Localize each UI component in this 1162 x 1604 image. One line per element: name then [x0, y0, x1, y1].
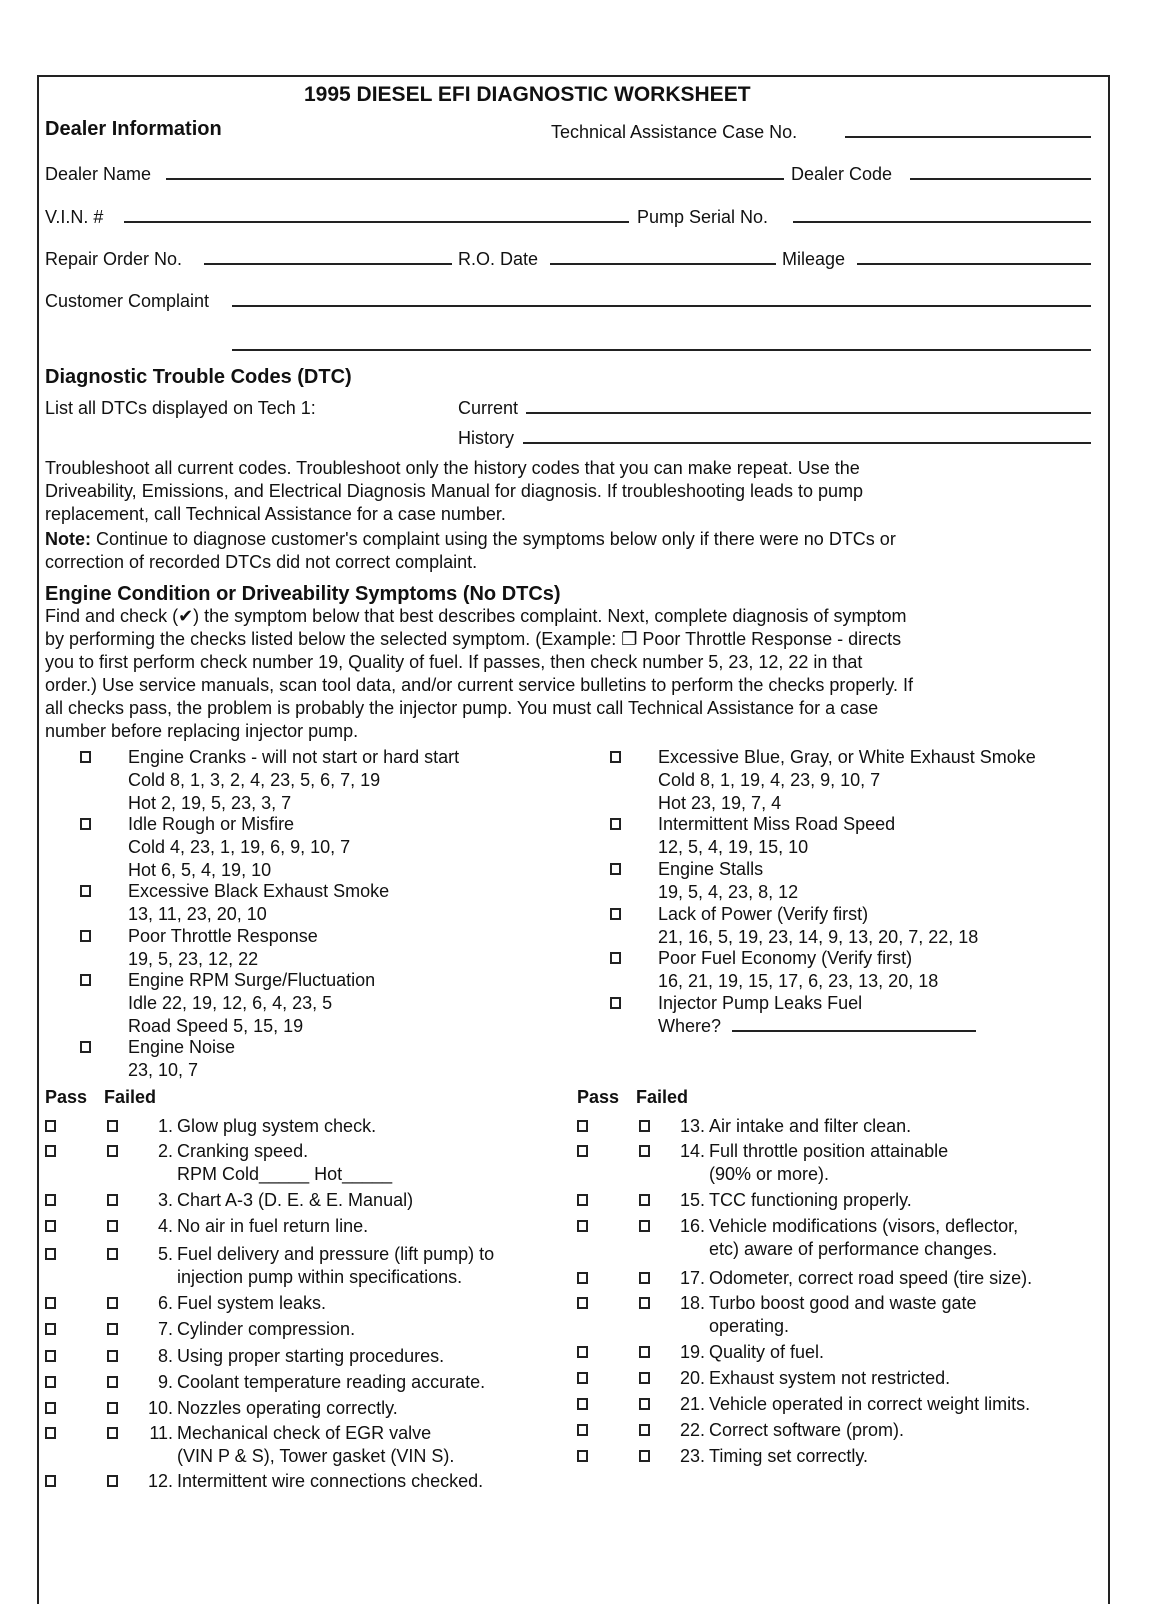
check-text: Nozzles operating correctly.	[177, 1398, 398, 1418]
symptom-check-sequence: Cold 8, 1, 3, 2, 4, 23, 5, 6, 7, 19	[128, 770, 381, 790]
check-text: Cylinder compression.	[177, 1319, 356, 1339]
pass-checkbox[interactable]	[45, 1120, 56, 1132]
note-label: Note:	[45, 529, 91, 549]
symptom-label: Engine Noise	[128, 1037, 236, 1057]
checkbox[interactable]	[80, 930, 91, 942]
symptom-label: Engine Stalls	[658, 859, 764, 879]
failed-checkbox[interactable]	[639, 1346, 650, 1358]
check-item	[45, 1243, 565, 1287]
symptom-label: Engine RPM Surge/Fluctuation	[128, 970, 376, 990]
check-item	[577, 1419, 1097, 1442]
check-number: 16.	[679, 1216, 705, 1236]
pass-checkbox[interactable]	[577, 1424, 588, 1436]
pass-checkbox[interactable]	[577, 1346, 588, 1358]
checkbox[interactable]	[610, 952, 621, 964]
check-item	[577, 1445, 1097, 1468]
failed-checkbox[interactable]	[107, 1427, 118, 1439]
failed-checkbox[interactable]	[639, 1145, 650, 1157]
failed-checkbox[interactable]	[107, 1194, 118, 1206]
pass-checkbox[interactable]	[45, 1297, 56, 1309]
checkbox[interactable]	[80, 751, 91, 763]
symptom-label: Poor Throttle Response	[128, 926, 318, 946]
mileage-field[interactable]	[857, 263, 1091, 265]
check-number: 8.	[157, 1346, 173, 1366]
dtc-history-field[interactable]	[523, 442, 1091, 444]
dealer-info-heading: Dealer Information	[45, 118, 222, 140]
symptom-label: Excessive Black Exhaust Smoke	[128, 881, 390, 901]
pass-header-left: Pass	[45, 1087, 88, 1107]
check-number: 21.	[679, 1394, 705, 1414]
check-text: Coolant temperature reading accurate.	[177, 1372, 486, 1392]
check-item	[45, 1215, 565, 1238]
vin-field[interactable]	[124, 221, 629, 223]
dtc-heading: Diagnostic Trouble Codes (DTC)	[45, 366, 352, 388]
check-item	[577, 1367, 1097, 1390]
checkbox[interactable]	[80, 1041, 91, 1053]
symptom-label: Idle Rough or Misfire	[128, 814, 295, 834]
check-item	[577, 1267, 1097, 1290]
check-item	[577, 1215, 1097, 1259]
check-text-continued: injection pump within specifications.	[177, 1267, 463, 1287]
check-number: 19.	[679, 1342, 705, 1362]
customer-complaint-field[interactable]	[232, 305, 1091, 307]
pass-checkbox[interactable]	[45, 1350, 56, 1362]
symptom-check-sequence: 21, 16, 5, 19, 23, 14, 9, 13, 20, 7, 22, 18	[658, 927, 979, 947]
failed-checkbox[interactable]	[639, 1372, 650, 1384]
dtc-current-field[interactable]	[526, 412, 1091, 414]
pass-checkbox[interactable]	[45, 1194, 56, 1206]
symptom-label: Poor Fuel Economy (Verify first)	[658, 948, 913, 968]
dtc-list-label: List all DTCs displayed on Tech 1:	[45, 398, 316, 418]
check-number: 6.	[157, 1293, 173, 1313]
symptom-check-sequence: Hot 6, 5, 4, 19, 10	[128, 860, 272, 880]
check-number: 20.	[679, 1368, 705, 1388]
check-item	[45, 1115, 565, 1138]
check-number: 1.	[157, 1116, 173, 1136]
failed-checkbox[interactable]	[639, 1272, 650, 1284]
check-text-continued: (VIN P & S), Tower gasket (VIN S).	[177, 1446, 455, 1466]
pass-checkbox[interactable]	[45, 1248, 56, 1260]
dealer-code-field[interactable]	[910, 178, 1091, 180]
check-number: 18.	[679, 1293, 705, 1313]
check-item	[577, 1393, 1097, 1416]
note-text: Continue to diagnose customer's complaint using the symptoms below only if there were no DTCs or correction of recorded DTCs did not correct complaint.	[45, 529, 896, 572]
symptoms-instructions: Find and check (✔) the symptom below that best describes complaint. Next, complete diagnosis of symptom by performing the checks listed below the selected symptom. (Example: ❐ Poor Throttle Response - directs you to first perform check number 19, Quality of fuel. If passes, then check number 5, 23, 12, 22 in that order.) Use service manuals, scan tool data, and/or current service bulletins to perform the checks properly. If all checks pass, the problem is probably the injector pump. You must call Technical Assistance for a case number before replacing injector pump.	[45, 606, 914, 741]
dtc-current-label: Current	[458, 398, 519, 418]
check-number: 5.	[157, 1244, 173, 1264]
symptom-check-sequence: 23, 10, 7	[128, 1060, 199, 1080]
dtc-note	[45, 528, 1105, 574]
check-number: 11.	[149, 1423, 173, 1443]
tac-field[interactable]	[845, 136, 1091, 138]
dealer-name-field[interactable]	[166, 178, 784, 180]
pass-checkbox[interactable]	[45, 1427, 56, 1439]
symptom-check-sequence: Cold 8, 1, 19, 4, 23, 9, 10, 7	[658, 770, 881, 790]
check-text: Exhaust system not restricted.	[709, 1368, 951, 1388]
pass-checkbox[interactable]	[577, 1272, 588, 1284]
pass-checkbox[interactable]	[577, 1372, 588, 1384]
check-text: Correct software (prom).	[709, 1420, 905, 1440]
checkbox[interactable]	[610, 863, 621, 875]
failed-checkbox[interactable]	[107, 1376, 118, 1388]
check-text: Vehicle operated in correct weight limits.	[709, 1394, 1031, 1414]
check-item	[45, 1189, 565, 1212]
pass-checkbox[interactable]	[45, 1475, 56, 1487]
leak-location-field[interactable]	[732, 1030, 976, 1032]
pass-checkbox[interactable]	[45, 1323, 56, 1335]
check-text: Air intake and filter clean.	[709, 1116, 912, 1136]
symptom-check-sequence: Cold 4, 23, 1, 19, 6, 9, 10, 7	[128, 837, 351, 857]
check-text-continued: operating.	[709, 1316, 790, 1336]
pass-checkbox[interactable]	[577, 1398, 588, 1410]
dealer-name-label: Dealer Name	[45, 164, 152, 184]
failed-checkbox[interactable]	[107, 1120, 118, 1132]
check-item	[577, 1341, 1097, 1364]
check-number: 3.	[157, 1190, 173, 1210]
symptom-label: Lack of Power (Verify first)	[658, 904, 869, 924]
symptom-label: Engine Cranks - will not start or hard start	[128, 747, 460, 767]
symptom-label: Excessive Blue, Gray, or White Exhaust Smoke	[658, 747, 1036, 767]
pump-serial-label: Pump Serial No.	[637, 207, 769, 227]
symptom-check-sequence: 19, 5, 23, 12, 22	[128, 949, 259, 969]
check-item	[45, 1318, 565, 1341]
failed-checkbox[interactable]	[107, 1402, 118, 1414]
failed-checkbox[interactable]	[107, 1248, 118, 1260]
dtc-instructions: Troubleshoot all current codes. Troubleshoot only the history codes that you can make repeat. Use the Driveability, Emissions, and Electrical Diagnosis Manual for diagnosis. If troubleshooting leads to pump replacement, call Technical Assistance for a case number.	[45, 458, 864, 524]
check-text: Turbo boost good and waste gate	[709, 1293, 977, 1313]
checkbox[interactable]	[610, 818, 621, 830]
pass-checkbox[interactable]	[577, 1120, 588, 1132]
pass-checkbox[interactable]	[45, 1376, 56, 1388]
check-text: Cranking speed.	[177, 1141, 309, 1161]
page-title: 1995 DIESEL EFI DIAGNOSTIC WORKSHEET	[304, 83, 751, 106]
vin-label: V.I.N. #	[45, 207, 104, 227]
check-text: Chart A-3 (D. E. & E. Manual)	[177, 1190, 414, 1210]
check-number: 22.	[679, 1420, 705, 1440]
check-item	[45, 1345, 565, 1368]
failed-checkbox[interactable]	[107, 1297, 118, 1309]
pass-header-right: Pass	[577, 1087, 620, 1107]
check-number: 17.	[679, 1268, 705, 1288]
symptom-check-sequence: Idle 22, 19, 12, 6, 4, 23, 5	[128, 993, 333, 1013]
failed-checkbox[interactable]	[107, 1323, 118, 1335]
check-item	[577, 1189, 1097, 1212]
repair-order-label: Repair Order No.	[45, 249, 183, 269]
symptom-label: Injector Pump Leaks Fuel	[658, 993, 863, 1013]
check-number: 2.	[157, 1141, 173, 1161]
symptom-check-sequence: Hot 2, 19, 5, 23, 3, 7	[128, 793, 292, 813]
check-number: 9.	[157, 1372, 173, 1392]
checkbox[interactable]	[610, 997, 621, 1009]
check-number: 23.	[679, 1446, 705, 1466]
failed-header-right: Failed	[636, 1087, 689, 1107]
check-number: 15.	[679, 1190, 705, 1210]
failed-header-left: Failed	[104, 1087, 157, 1107]
check-item	[577, 1140, 1097, 1184]
failed-checkbox[interactable]	[107, 1350, 118, 1362]
symptom-check-sequence: Hot 23, 19, 7, 4	[658, 793, 782, 813]
dealer-code-label: Dealer Code	[791, 164, 893, 184]
symptom-check-sequence: 19, 5, 4, 23, 8, 12	[658, 882, 799, 902]
failed-checkbox[interactable]	[639, 1297, 650, 1309]
check-item	[45, 1470, 565, 1493]
pump-serial-field[interactable]	[793, 221, 1091, 223]
failed-checkbox[interactable]	[639, 1450, 650, 1462]
pass-checkbox[interactable]	[45, 1220, 56, 1232]
symptom-check-sequence: Road Speed 5, 15, 19	[128, 1016, 304, 1036]
failed-checkbox[interactable]	[107, 1220, 118, 1232]
check-number: 10.	[147, 1398, 173, 1418]
check-text: Fuel delivery and pressure (lift pump) to	[177, 1244, 495, 1264]
checkbox[interactable]	[80, 885, 91, 897]
check-number: 12.	[147, 1471, 173, 1491]
mileage-label: Mileage	[782, 249, 846, 269]
check-text: Quality of fuel.	[709, 1342, 825, 1362]
check-text-continued: (90% or more).	[709, 1164, 830, 1184]
pass-checkbox[interactable]	[577, 1450, 588, 1462]
checkbox[interactable]	[80, 974, 91, 986]
check-number: 13.	[679, 1116, 705, 1136]
pass-checkbox[interactable]	[45, 1145, 56, 1157]
pass-checkbox[interactable]	[577, 1145, 588, 1157]
ro-date-label: R.O. Date	[458, 249, 539, 269]
pass-checkbox[interactable]	[577, 1297, 588, 1309]
check-text: Full throttle position attainable	[709, 1141, 949, 1161]
pass-checkbox[interactable]	[577, 1194, 588, 1206]
failed-checkbox[interactable]	[107, 1145, 118, 1157]
failed-checkbox[interactable]	[107, 1475, 118, 1487]
symptom-label: Intermittent Miss Road Speed	[658, 814, 896, 834]
customer-complaint-field-2[interactable]	[232, 349, 1091, 351]
check-text: Timing set correctly.	[709, 1446, 869, 1466]
checkbox[interactable]	[80, 818, 91, 830]
check-item	[45, 1292, 565, 1315]
check-number: 7.	[157, 1319, 173, 1339]
check-item	[45, 1371, 565, 1394]
symptom-check-sequence: 13, 11, 23, 20, 10	[128, 904, 267, 924]
check-text: Vehicle modifications (visors, deflector,	[709, 1216, 1019, 1236]
failed-checkbox[interactable]	[639, 1194, 650, 1206]
repair-order-field[interactable]	[204, 263, 452, 265]
symptom-check-sequence: 12, 5, 4, 19, 15, 10	[658, 837, 809, 857]
ro-date-field[interactable]	[550, 263, 776, 265]
pass-checkbox[interactable]	[45, 1402, 56, 1414]
dtc-history-label: History	[458, 428, 515, 448]
check-text-continued: etc) aware of performance changes.	[709, 1239, 998, 1259]
customer-complaint-label: Customer Complaint	[45, 291, 210, 311]
failed-checkbox[interactable]	[639, 1398, 650, 1410]
checkbox[interactable]	[610, 751, 621, 763]
check-text: Odometer, correct road speed (tire size).	[709, 1268, 1033, 1288]
check-text: TCC functioning properly.	[709, 1190, 912, 1210]
check-item	[45, 1140, 565, 1184]
check-text-continued: RPM Cold_____ Hot_____	[177, 1164, 393, 1184]
checkbox[interactable]	[610, 908, 621, 920]
symptoms-heading: Engine Condition or Driveability Symptoms (No DTCs)	[45, 583, 561, 605]
check-text: No air in fuel return line.	[177, 1216, 369, 1236]
check-number: 4.	[157, 1216, 173, 1236]
failed-checkbox[interactable]	[639, 1424, 650, 1436]
check-item	[577, 1115, 1097, 1138]
check-item	[45, 1397, 565, 1420]
check-item	[45, 1422, 565, 1466]
failed-checkbox[interactable]	[639, 1120, 650, 1132]
check-text: Intermittent wire connections checked.	[177, 1471, 484, 1491]
check-text: Using proper starting procedures.	[177, 1346, 445, 1366]
pass-checkbox[interactable]	[577, 1220, 588, 1232]
check-text: Fuel system leaks.	[177, 1293, 327, 1313]
tac-label: Technical Assistance Case No.	[551, 122, 798, 142]
check-number: 14.	[679, 1141, 705, 1161]
symptom-check-sequence: Where?	[658, 1016, 722, 1036]
check-item	[577, 1292, 1097, 1336]
check-text: Glow plug system check.	[177, 1116, 377, 1136]
symptom-check-sequence: 16, 21, 19, 15, 17, 6, 23, 13, 20, 18	[658, 971, 939, 991]
failed-checkbox[interactable]	[639, 1220, 650, 1232]
check-text: Mechanical check of EGR valve	[177, 1423, 432, 1443]
